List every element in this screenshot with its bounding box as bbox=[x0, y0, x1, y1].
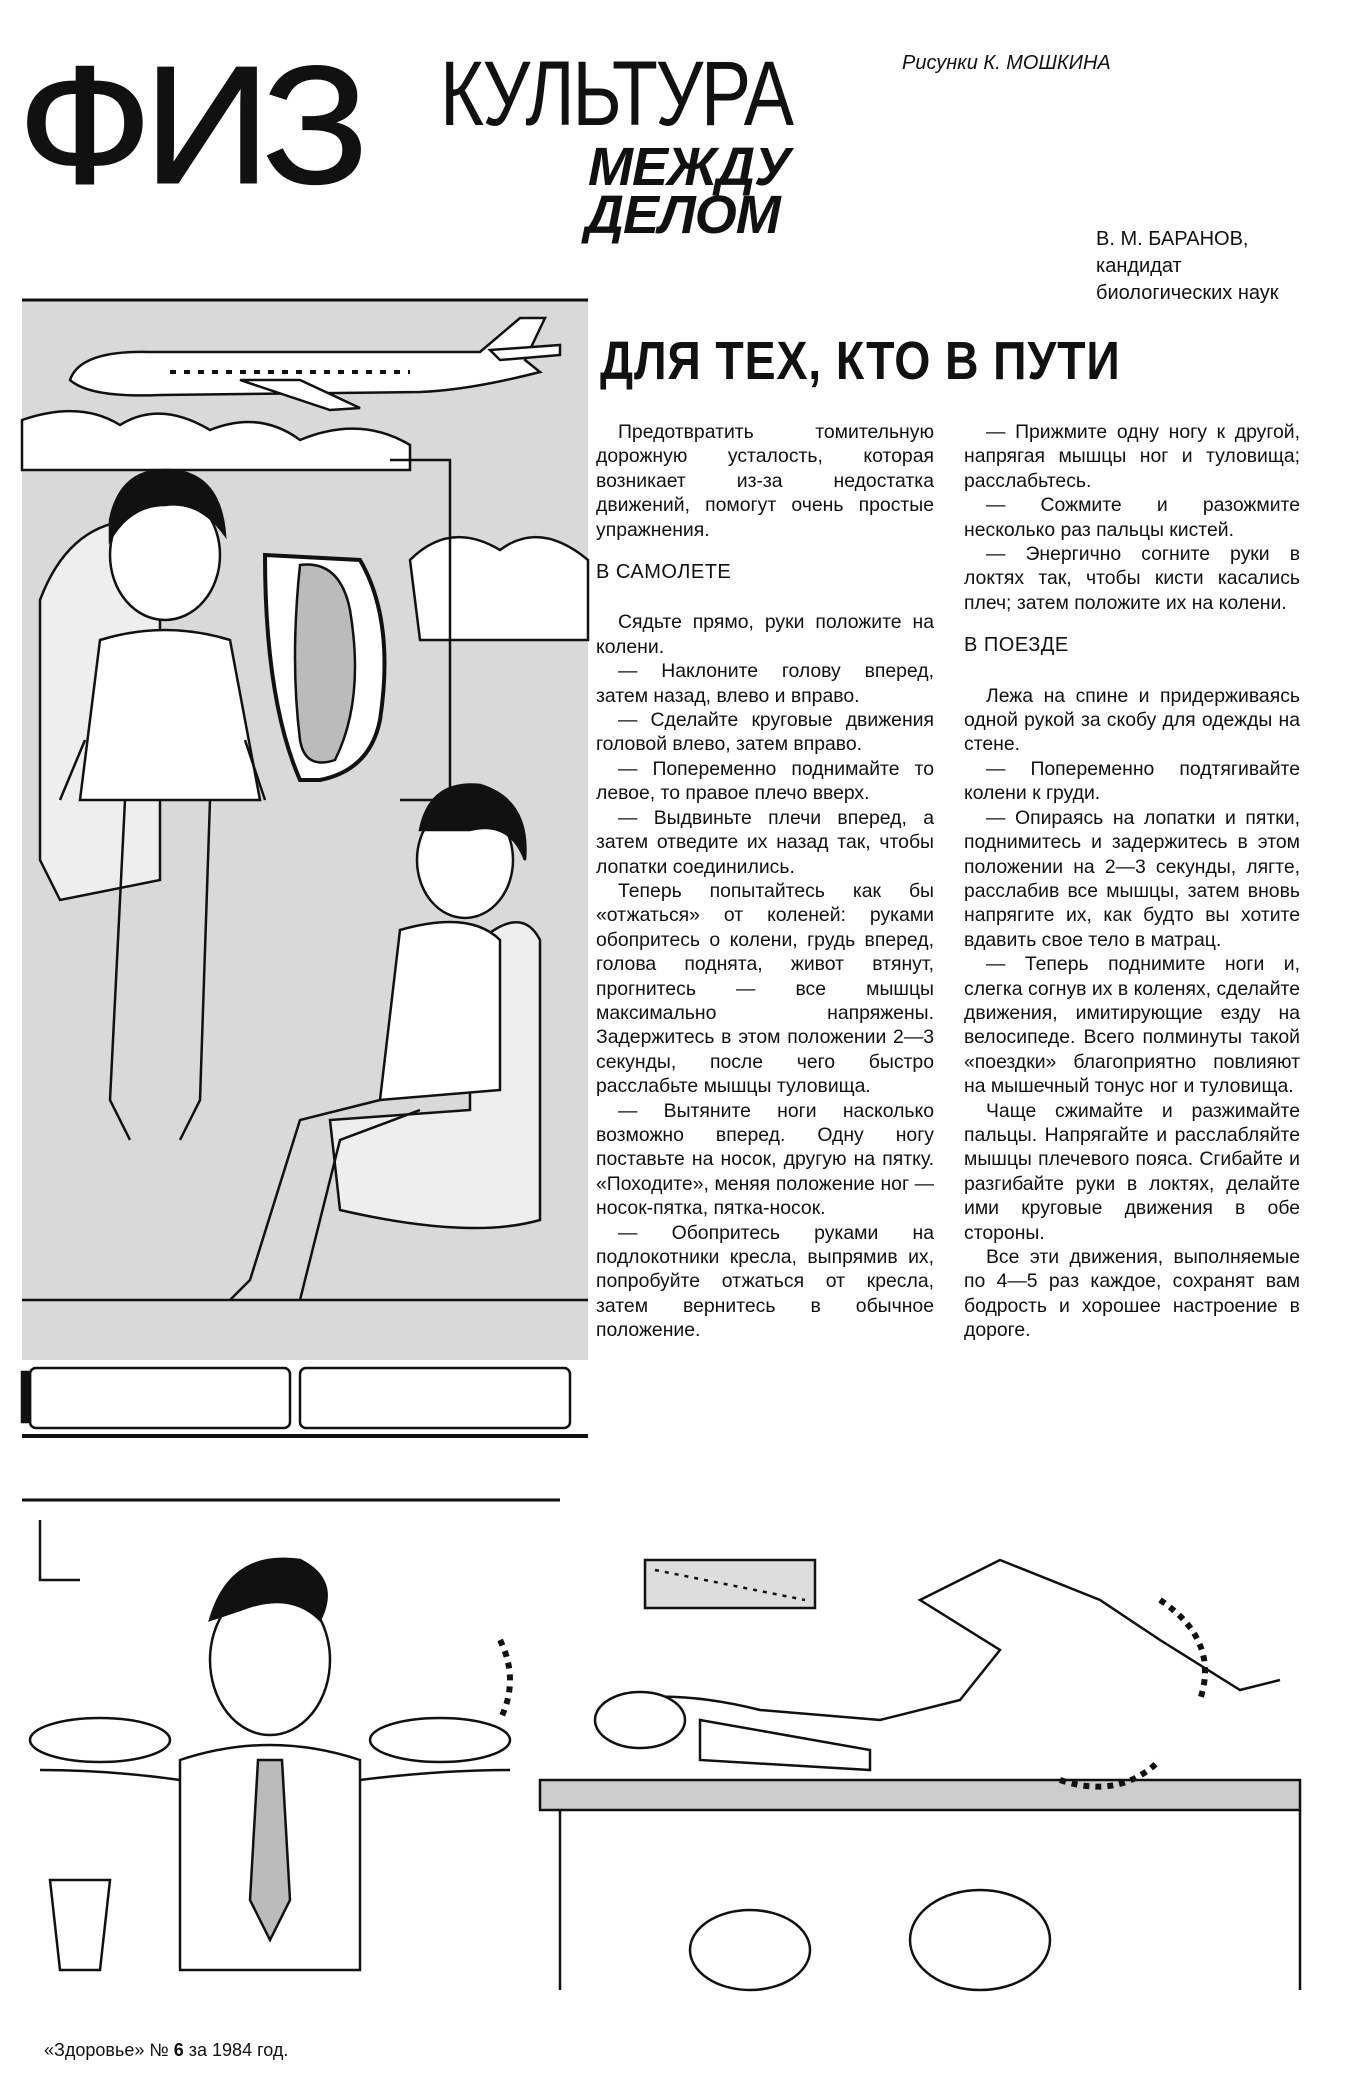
section-title-airplane: В САМОЛЕТЕ bbox=[596, 561, 732, 584]
footer-source bbox=[44, 2040, 288, 2061]
airplane-cabin-illustration bbox=[22, 300, 588, 1436]
section-title-train: В ПОЕЗДЕ bbox=[964, 634, 1069, 657]
paragraph: — Наклоните голову вперед, затем назад, влево и вправо. bbox=[596, 660, 934, 707]
paragraph: — Попеременно подтягивайте колени к груди. bbox=[964, 757, 1300, 805]
paragraph: — Обопритесь руками на подлокотники кресла, выпрямив их, попробуйте отжаться от кресла, затем вернитесь в обычное положение. bbox=[596, 1221, 934, 1342]
paragraph: — Сожмите и разожмите несколько раз пальцы кистей. bbox=[964, 494, 1300, 541]
author-block bbox=[1096, 226, 1279, 307]
footer-issue-number: 6 bbox=[173, 2040, 184, 2060]
logo-kultura: КУЛЬТУРА bbox=[440, 43, 792, 145]
article-column-2 bbox=[964, 420, 1300, 1343]
author-title-line2: биологических наук bbox=[1096, 282, 1279, 304]
train-compartment-illustration bbox=[22, 1500, 1320, 1990]
paragraph: Сядьте прямо, руки положите на колени. bbox=[596, 611, 934, 658]
logo-fiz: ФИЗ bbox=[18, 32, 361, 219]
paragraph: — Опираясь на лопатки и пятки, поднимитесь и задержитесь в этом положении на 2—3 секунды, лягте, расслабив все мышцы, затем вновь напрягите их, как будто вы хотите вдавить свое тело в матрац. bbox=[964, 806, 1300, 951]
paragraph: — Вытяните ноги насколько возможно вперед. Одну ногу поставьте на носок, другую на пятку. «Походите», меняя положение ног — носок-пятка, пятка-носок. bbox=[596, 1099, 934, 1220]
article-column-1 bbox=[596, 420, 934, 1343]
illustration-credit: Рисунки К. МОШКИНА bbox=[902, 52, 1111, 74]
paragraph: Все эти движения, выполняемые по 4—5 раз каждое, сохранят вам бодрость и хорошее настроение в дороге. bbox=[964, 1246, 1300, 1342]
article-intro: Предотвратить томительную дорожную усталость, которая возникает из-за недостатка движений, помогут очень простые упражнения. bbox=[596, 421, 934, 541]
paragraph: — Энергично согните руки в локтях так, чтобы кисти касались плеч; затем положите их на колени. bbox=[964, 543, 1300, 614]
train-icon bbox=[22, 1368, 588, 1436]
footer-magazine: «Здоровье» bbox=[44, 2040, 145, 2060]
logo-mezhdu: МЕЖДУ bbox=[588, 137, 790, 197]
footer-year: за 1984 год. bbox=[188, 2040, 289, 2060]
author-title-line1: кандидат bbox=[1096, 255, 1182, 277]
footer-issue-prefix: № bbox=[149, 2040, 169, 2060]
logo-delom: ДЕЛОМ bbox=[585, 185, 780, 245]
paragraph: — Попеременно поднимайте то левое, то правое плечо вверх. bbox=[596, 757, 934, 805]
paragraph: — Теперь поднимите ноги и, слегка согнув их в коленях, сделайте движения, имитирующие езду на велосипеде. Всего полминуты такой «поездки» благоприятно повлияют на мышечный тонус ног и туловища. bbox=[964, 953, 1300, 1098]
paragraph: — Прижмите одну ногу к другой, напрягая мышцы ног и туловища; расслабьтесь. bbox=[964, 421, 1300, 492]
paragraph: — Сделайте круговые движения головой влево, затем вправо. bbox=[596, 709, 934, 756]
paragraph: Лежа на спине и придерживаясь одной рукой за скобу для одежды на стене. bbox=[964, 684, 1300, 756]
article-headline: ДЛЯ ТЕХ, КТО В ПУТИ bbox=[600, 331, 1121, 391]
paragraph: — Выдвиньте плечи вперед, а затем отведите их назад так, чтобы лопатки соединились. bbox=[596, 806, 934, 878]
paragraph: Чаще сжимайте и разжимайте пальцы. Напрягайте и расслабляйте мышцы плечевого пояса. Сгибайте и разгибайте руки в локтях, делайте ими круговые движения в обе стороны. bbox=[964, 1099, 1300, 1244]
paragraph: Теперь попытайтесь как бы «отжаться» от коленей: руками обопритесь о колени, грудь вперед, голова поднята, живот втянут, прогнитесь — все мышцы максимально напряжены. Задержитесь в этом положении 2—3 секунды, после чего быстро расслабьте мышцы туловища. bbox=[596, 879, 934, 1098]
author-name: В. М. БАРАНОВ, bbox=[1096, 228, 1249, 250]
